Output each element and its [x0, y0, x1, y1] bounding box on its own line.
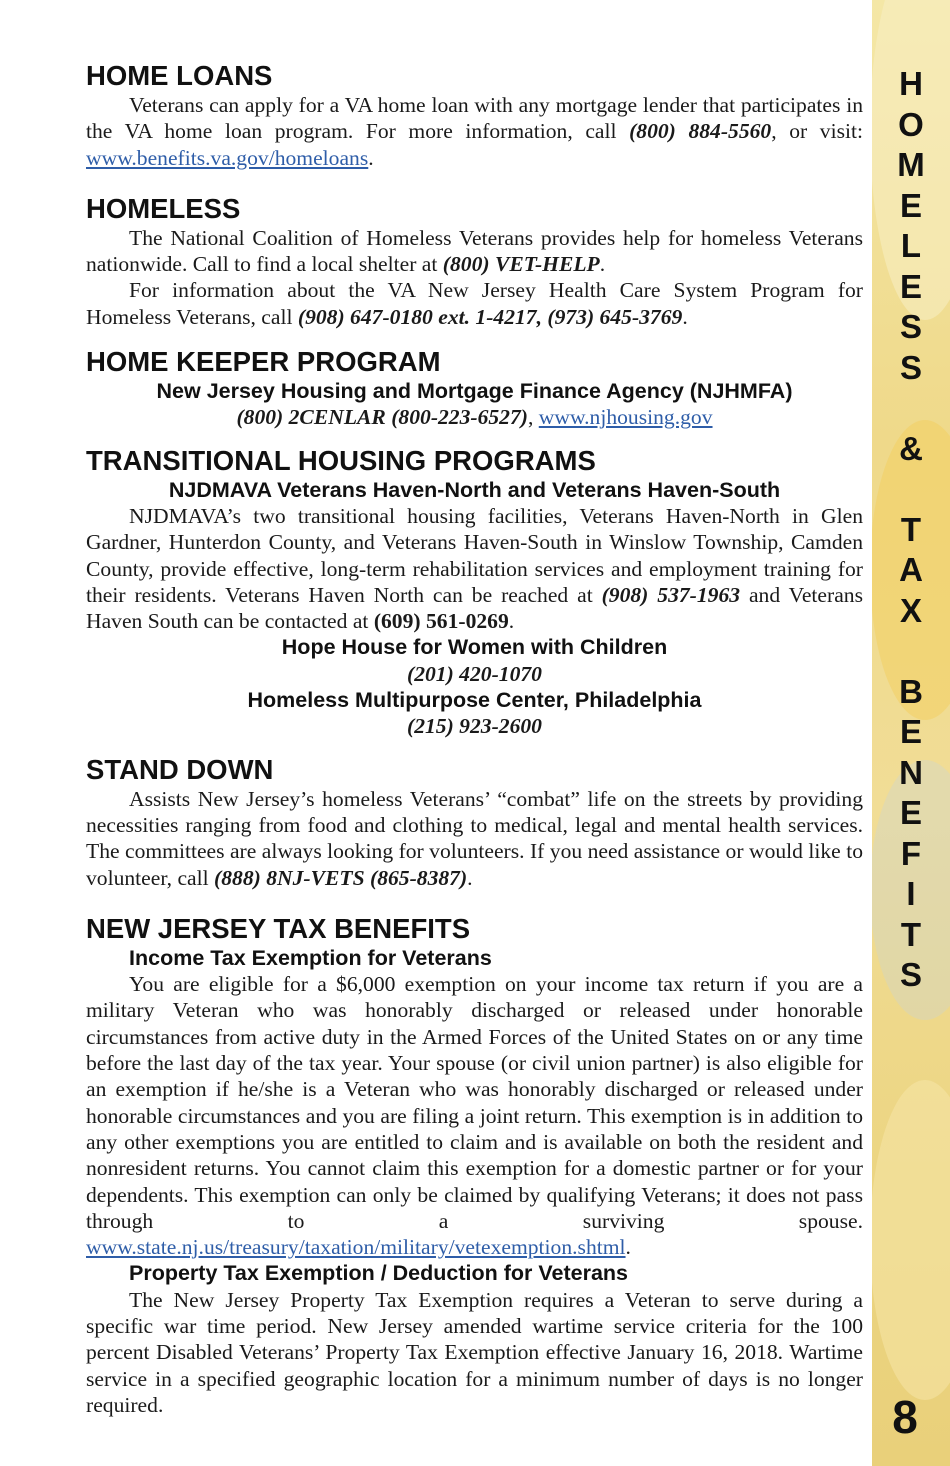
side-tab-letter: E — [899, 713, 922, 750]
text: and Veterans Haven South can be contacted at — [86, 582, 863, 634]
text: The National Coalition of Homeless Veterans provides help for homeless Veterans nationwide. Call to find a local shelter at — [86, 225, 863, 277]
side-tab-letter: T — [900, 915, 922, 953]
phone-number: (800) VET-HELP — [442, 252, 600, 277]
contact-line — [86, 404, 863, 430]
text: NJDMAVA’s two transitional housing facilities, Veterans Haven-North in Glen Gardner, Hunterdon County, and Veterans Haven-South in Winslow Township, Camden County, provide effective, long-term rehabilitation services and employment training for their residents. Veterans Haven North can be reached at — [86, 503, 863, 607]
side-tab-letter: M — [897, 146, 925, 183]
side-tab-letter: S — [899, 308, 922, 345]
phone-number: (908) 647-0180 ext. 1-4217, (973) 645-3769 — [297, 304, 683, 329]
side-tab — [872, 0, 950, 1466]
section-heading: HOMELESS — [86, 192, 241, 224]
vetexemption-link[interactable]: www.state.nj.us/treasury/taxation/military/vetexemption.shtml — [86, 1235, 626, 1260]
section-homeless — [86, 193, 863, 330]
side-tab-letter: T — [900, 510, 922, 548]
section-stand-down — [86, 754, 863, 891]
page-content — [86, 60, 863, 1418]
side-tab-letter: & — [899, 429, 923, 467]
section-home-keeper — [86, 346, 863, 431]
side-tab-letter: X — [899, 591, 922, 629]
property-tax-heading: Property Tax Exemption / Deduction for Veterans — [129, 1261, 628, 1286]
side-tab-letter: B — [899, 672, 923, 710]
side-tab-letter: H — [899, 65, 923, 102]
side-tab-letter: E — [899, 794, 922, 831]
side-tab-letter: E — [899, 267, 922, 305]
phone-number: (888) 8NJ-VETS (865-8387) — [214, 865, 468, 890]
paragraph — [86, 92, 863, 171]
agency-name: New Jersey Housing and Mortgage Finance Agency (NJHMFA) — [156, 379, 793, 404]
phone-number: (800) 2CENLAR (800-223-6527) — [236, 405, 528, 430]
section-heading: HOME KEEPER PROGRAM — [86, 346, 441, 378]
side-tab-letter: E — [899, 186, 922, 224]
section-heading: TRANSITIONAL HOUSING PROGRAMS — [86, 444, 596, 476]
side-tab-letter: O — [898, 105, 924, 143]
side-tab-letter: F — [900, 834, 922, 872]
paragraph — [86, 971, 863, 1260]
text: . — [599, 252, 606, 277]
side-tab-letter: N — [899, 753, 923, 791]
paragraph — [86, 503, 863, 634]
hope-house-phone: (201) 420-1070 — [407, 661, 542, 686]
section-transitional-housing — [86, 445, 863, 740]
text: For information about the VA New Jersey Health Care System Program for Homeless Veterans, call — [86, 278, 863, 329]
hope-house-name: Hope House for Women with Children — [281, 635, 668, 660]
njhousing-link[interactable]: www.njhousing.gov — [538, 405, 713, 430]
paragraph — [86, 225, 863, 278]
phone-number: (800) 884-5560 — [629, 119, 772, 144]
paragraph: The New Jersey Property Tax Exemption requires a Veteran to serve during a specific war time period. New Jersey amended wartime service criteria for the 100 percent Disabled Veterans’ Property Tax Exemption effective January 16, 2018. Wartime service in a specified geographic location for a minimum number of days is no longer required. — [86, 1287, 863, 1417]
section-heading: NEW JERSEY TAX BENEFITS — [86, 912, 471, 944]
section-tax-benefits — [86, 913, 863, 1418]
multipurpose-center-phone: (215) 923-2600 — [407, 714, 542, 739]
text: , — [527, 405, 539, 430]
side-tab-letter: A — [899, 551, 923, 588]
income-tax-heading: Income Tax Exemption for Veterans — [129, 945, 492, 970]
text: . — [625, 1235, 631, 1260]
text: Veterans can apply for a VA home loan with any mortgage lender that participates in the VA home loan program. For more information, call — [86, 93, 863, 144]
text: You are eligible for a $6,000 exemption on your income tax return if you are a military Veteran who was honorably discharged or released under honorable circumstances from active duty in the Armed Forces of the United States on or any time before the last day of the tax year. Your spouse (or civil union partner) is also eligible for an exemption if he/she is a Veteran who was honorably discharged or released under honorable circumstances and you are filing a joint return. This exemption is in addition to any other exemptions you are entitled to claim and is available on both the resident and nonresident returns. You cannot claim this exemption for a domestic partner or for your dependents. This exemption can only be claimed by qualifying Veterans; it does not pass through to a surviving spouse. — [86, 972, 863, 1233]
decor-swoosh — [872, 1080, 950, 1400]
side-tab-letter: L — [900, 227, 922, 264]
side-tab-letter: I — [906, 875, 916, 912]
text: . — [508, 609, 515, 634]
section-heading: STAND DOWN — [86, 753, 274, 785]
phone-number: (908) 537-1963 — [601, 582, 741, 607]
text: . — [368, 145, 374, 170]
section-heading: HOME LOANS — [86, 60, 273, 91]
side-tab-letter — [881, 631, 941, 672]
text: , or visit: — [771, 119, 863, 144]
text: Assists New Jersey’s homeless Veterans’ “combat” life on the streets by providing necessities ranging from food and clothing to medical, legal and mental health services. The committees are always looking for volunteers. If you need assistance or would like to volunteer, call — [86, 786, 863, 890]
side-tab-letter: S — [899, 348, 922, 386]
multipurpose-center-name: Homeless Multipurpose Center, Philadelphia — [247, 688, 702, 713]
homeloans-link[interactable]: www.benefits.va.gov/homeloans — [86, 145, 369, 170]
side-tab-letter — [881, 388, 941, 429]
paragraph — [86, 786, 863, 891]
paragraph — [86, 277, 863, 330]
subheading: NJDMAVA Veterans Haven-North and Veterans Haven-South — [168, 477, 781, 502]
side-tab-letter: S — [899, 956, 922, 993]
page-number: 8 — [892, 1391, 918, 1443]
text: . — [682, 304, 688, 329]
text: . — [467, 865, 473, 890]
side-tab-letter — [881, 469, 941, 510]
side-tab-title — [872, 64, 950, 996]
phone-number: (609) 561-0269 — [373, 609, 509, 634]
section-home-loans — [86, 60, 863, 171]
